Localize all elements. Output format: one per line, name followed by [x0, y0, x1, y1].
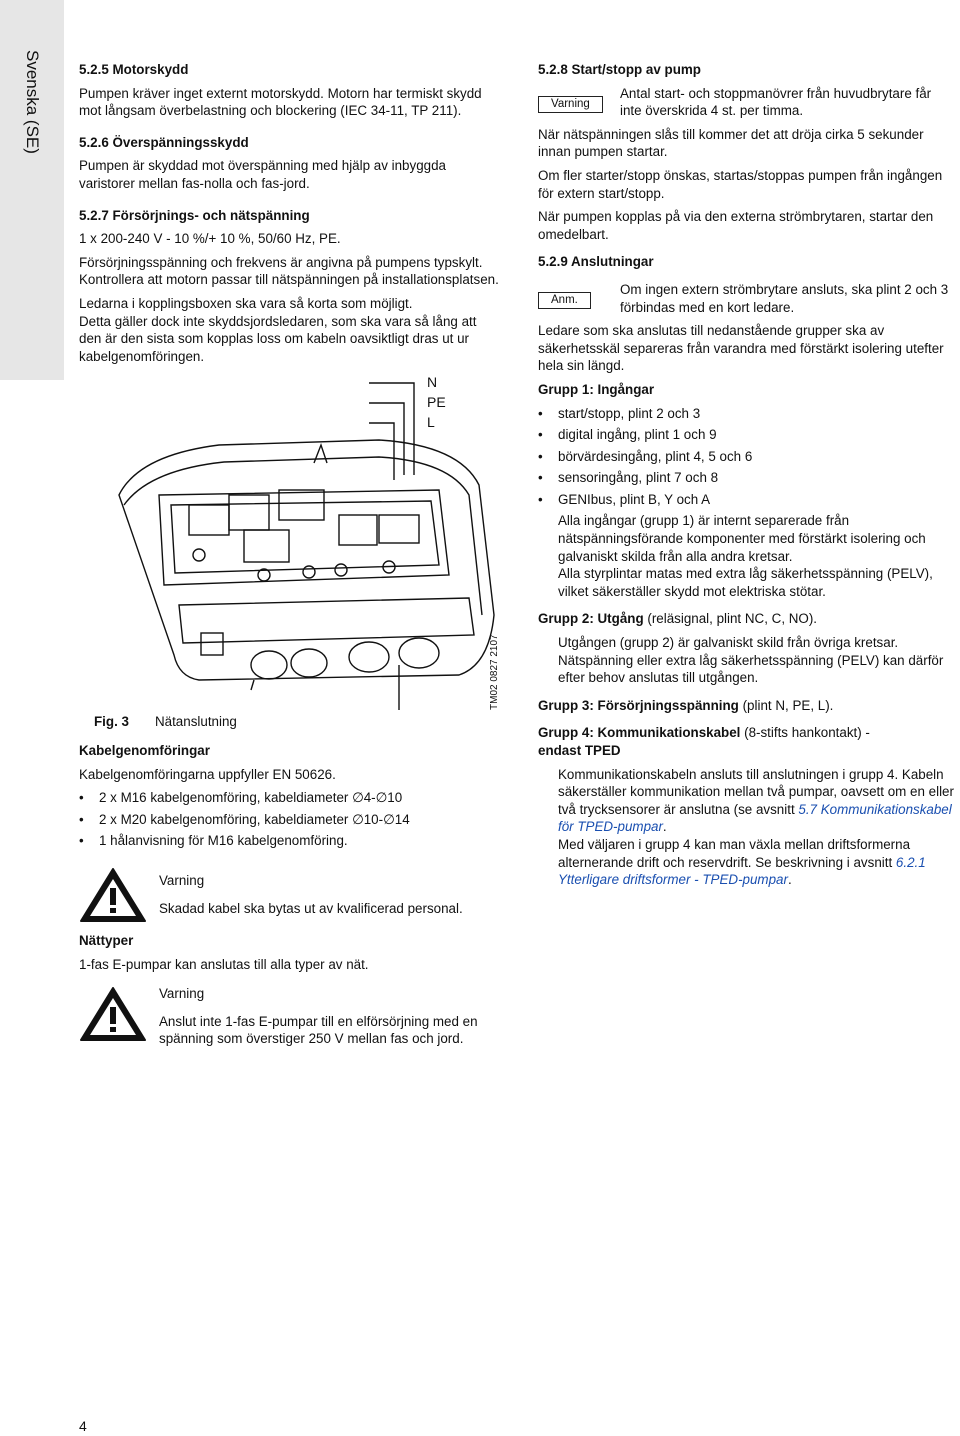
- warning-1-title: Varning: [159, 873, 205, 888]
- start-stop-warning-note: [538, 85, 958, 120]
- list-item: • sensoringång, plint 7 och 8: [538, 469, 958, 487]
- group-1-list: [538, 405, 958, 509]
- figure-number: Fig. 3: [94, 714, 129, 729]
- insulation-text: Ledare som ska anslutas till nedanstående grupper ska av säkerhetsskäl separeras från varandra med förstärkt isolering utefter hela sin längd.: [538, 323, 944, 374]
- group-4-text-2: Med väljaren i grupp 4 kan man växla mellan driftsformerna alternerande drift och reservdrift. Se beskrivning i avsnitt 6.2.1 Ytterligare driftsformer - TPED-pumpar.: [558, 836, 926, 888]
- list-item: • 2 x M16 kabelgenomföring, kabeldiameter ∅4-∅10: [79, 789, 499, 807]
- anm-label: Anm.: [538, 292, 591, 309]
- warning-1-text: Skadad kabel ska bytas ut av kvalificerad personal.: [159, 900, 463, 916]
- list-item: • digital ingång, plint 1 och 9: [538, 426, 958, 444]
- tm-code: TM02 0827 2107: [489, 634, 500, 710]
- section-5-2-7-title: 5.2.7 Försörjnings- och nätspänning: [79, 207, 310, 223]
- start-delay-text: När nätspänningen slås till kommer det att dröja cirka 5 sekunder innan pumpen startar.: [538, 126, 924, 160]
- cable-entries-section: [79, 742, 499, 854]
- figure-caption-text: Nätanslutning: [154, 714, 237, 729]
- section-5-2-5-title: 5.2.5 Motorskydd: [79, 62, 189, 77]
- list-item: • GENIbus, plint B, Y och A: [538, 491, 958, 509]
- group-2-title: Grupp 2: Utgång (reläsignal, plint NC, C, NO).: [538, 611, 818, 627]
- section-5-2-7-typeplate: Försörjningsspänning och frekvens är angivna på pumpens typskylt. Kontrollera att motorn passar till nätspänningen på installationsplatsen.: [79, 254, 499, 288]
- terminal-box-figure: [79, 365, 529, 735]
- section-5-2-7-voltage: 1 x 200-240 V - 10 %/+ 10 %, 50/60 Hz, PE.: [79, 231, 341, 247]
- terminal-box-drawing: [79, 365, 529, 735]
- list-item: • 1 hålanvisning för M16 kabelgenomföring.: [79, 832, 499, 850]
- external-switch-text: När pumpen kopplas på via den externa strömbrytaren, startar den omedelbart.: [538, 209, 934, 242]
- network-types-section: [79, 932, 499, 973]
- cable-entries-intro: Kabelgenomföringarna uppfyller EN 50626.: [79, 766, 336, 782]
- section-5-2-9-title: 5.2.9 Anslutningar: [538, 254, 654, 270]
- start-stop-external-text: Om fler starter/stopp önskas, startas/stoppas pumpen från ingången för extern start/stopp.: [538, 167, 943, 201]
- label-l: L: [427, 414, 435, 430]
- right-column: [538, 61, 958, 889]
- language-label: Svenska (SE): [22, 50, 42, 154]
- section-5-2-6-text: Pumpen är skyddad mot överspänning med hjälp av inbyggda varistorer mellan fas-nolla och fas-jord.: [79, 158, 446, 191]
- group-2-text: Utgången (grupp 2) är galvaniskt skild från övriga kretsar. Nätspänning eller extra låg säkerhetsspänning (PELV) kan därför efter behov anslutas till utgången.: [558, 635, 944, 686]
- group-3-title: Grupp 3: Försörjningsspänning (plint N, PE, L).: [538, 697, 834, 713]
- warning-2-text: Anslut inte 1-fas E-pumpar till en elförsörjning med en spänning som överstiger 250 V mellan fas och jord.: [159, 1013, 478, 1047]
- section-5-2-8-title: 5.2.8 Start/stopp av pump: [538, 62, 701, 77]
- section-5-2-5-text: Pumpen kräver inget externt motorskydd. Motorn har termiskt skydd mot långsam överbelastning och blockering (IEC 34-11, TP 211).: [79, 85, 482, 119]
- list-item: • start/stopp, plint 2 och 3: [538, 405, 958, 423]
- network-types-text: 1-fas E-pumpar kan anslutas till alla typer av nät.: [79, 956, 369, 972]
- section-6-2-1-link[interactable]: 6.2.1 Ytterligare driftsformer - TPED-pumpar: [558, 854, 926, 888]
- warning-triangle-icon: [79, 866, 147, 924]
- varning-label: Varning: [538, 96, 603, 113]
- language-side-tab: [0, 0, 64, 380]
- label-n: N: [427, 374, 438, 390]
- connections-note-text: Om ingen extern strömbrytare ansluts, ska plint 2 och 3 förbindas med en kort ledare.: [620, 281, 949, 315]
- label-pe: PE: [427, 394, 446, 410]
- group-4-text-1: Kommunikationskabeln ansluts till anslutningen i grupp 4. Kabeln säkerställer kommunikation mellan två pumpar, oavsett om en eller två trycksensorer är anslutna (se avsnitt 5.7 Kommunikationskabel för TPED-pumpar.: [558, 766, 954, 835]
- group-1-title: Grupp 1: Ingångar: [538, 381, 655, 397]
- group-1-isolation-text: Alla ingångar (grupp 1) är internt separerade från nätspänningsförande komponenter med förstärkt isolering och galvaniskt skilda från alla andra kretsar.: [558, 513, 926, 564]
- start-stop-note-text: Antal start- och stoppmanövrer från huvudbrytare får inte överskrida 4 st. per timma.: [620, 85, 932, 119]
- section-5-2-7-conductors: Ledarna i kopplingsboxen ska vara så korta som möjligt.: [79, 295, 413, 311]
- warning-damaged-cable: [79, 866, 463, 924]
- figure-caption: [94, 713, 237, 731]
- section-5-7-link[interactable]: 5.7 Kommunikationskabel för TPED-pumpar: [558, 801, 952, 835]
- warning-2-title: Varning: [159, 986, 205, 1001]
- cable-entries-title: Kabelgenomföringar: [79, 743, 210, 758]
- list-item: • börvärdesingång, plint 4, 5 och 6: [538, 448, 958, 466]
- group-1-pelv-text: Alla styrplintar matas med extra låg säkerhetsspänning (PELV), vilket säkerställer skydd mot elektriska stötar.: [558, 566, 933, 599]
- section-5-2-6-title: 5.2.6 Överspänningsskydd: [79, 134, 249, 150]
- list-item: • 2 x M20 kabelgenomföring, kabeldiameter ∅10-∅14: [79, 811, 499, 829]
- warning-voltage: [79, 985, 489, 1048]
- left-column: [79, 61, 499, 365]
- warning-triangle-icon: [79, 985, 147, 1043]
- page-number: 4: [79, 1418, 87, 1434]
- connections-note: [538, 281, 958, 316]
- group-4-title: Grupp 4: Kommunikationskabel (8-stifts hankontakt) - endast TPED: [538, 725, 870, 758]
- network-types-title: Nättyper: [79, 933, 134, 948]
- section-5-2-7-earth: Detta gäller dock inte skyddsjordsledaren, som ska vara så lång att den är den sista som kopplas loss om kabeln oavsiktligt dras ut ur kabelgenomföringen.: [79, 313, 477, 364]
- cable-entries-list: [79, 789, 499, 850]
